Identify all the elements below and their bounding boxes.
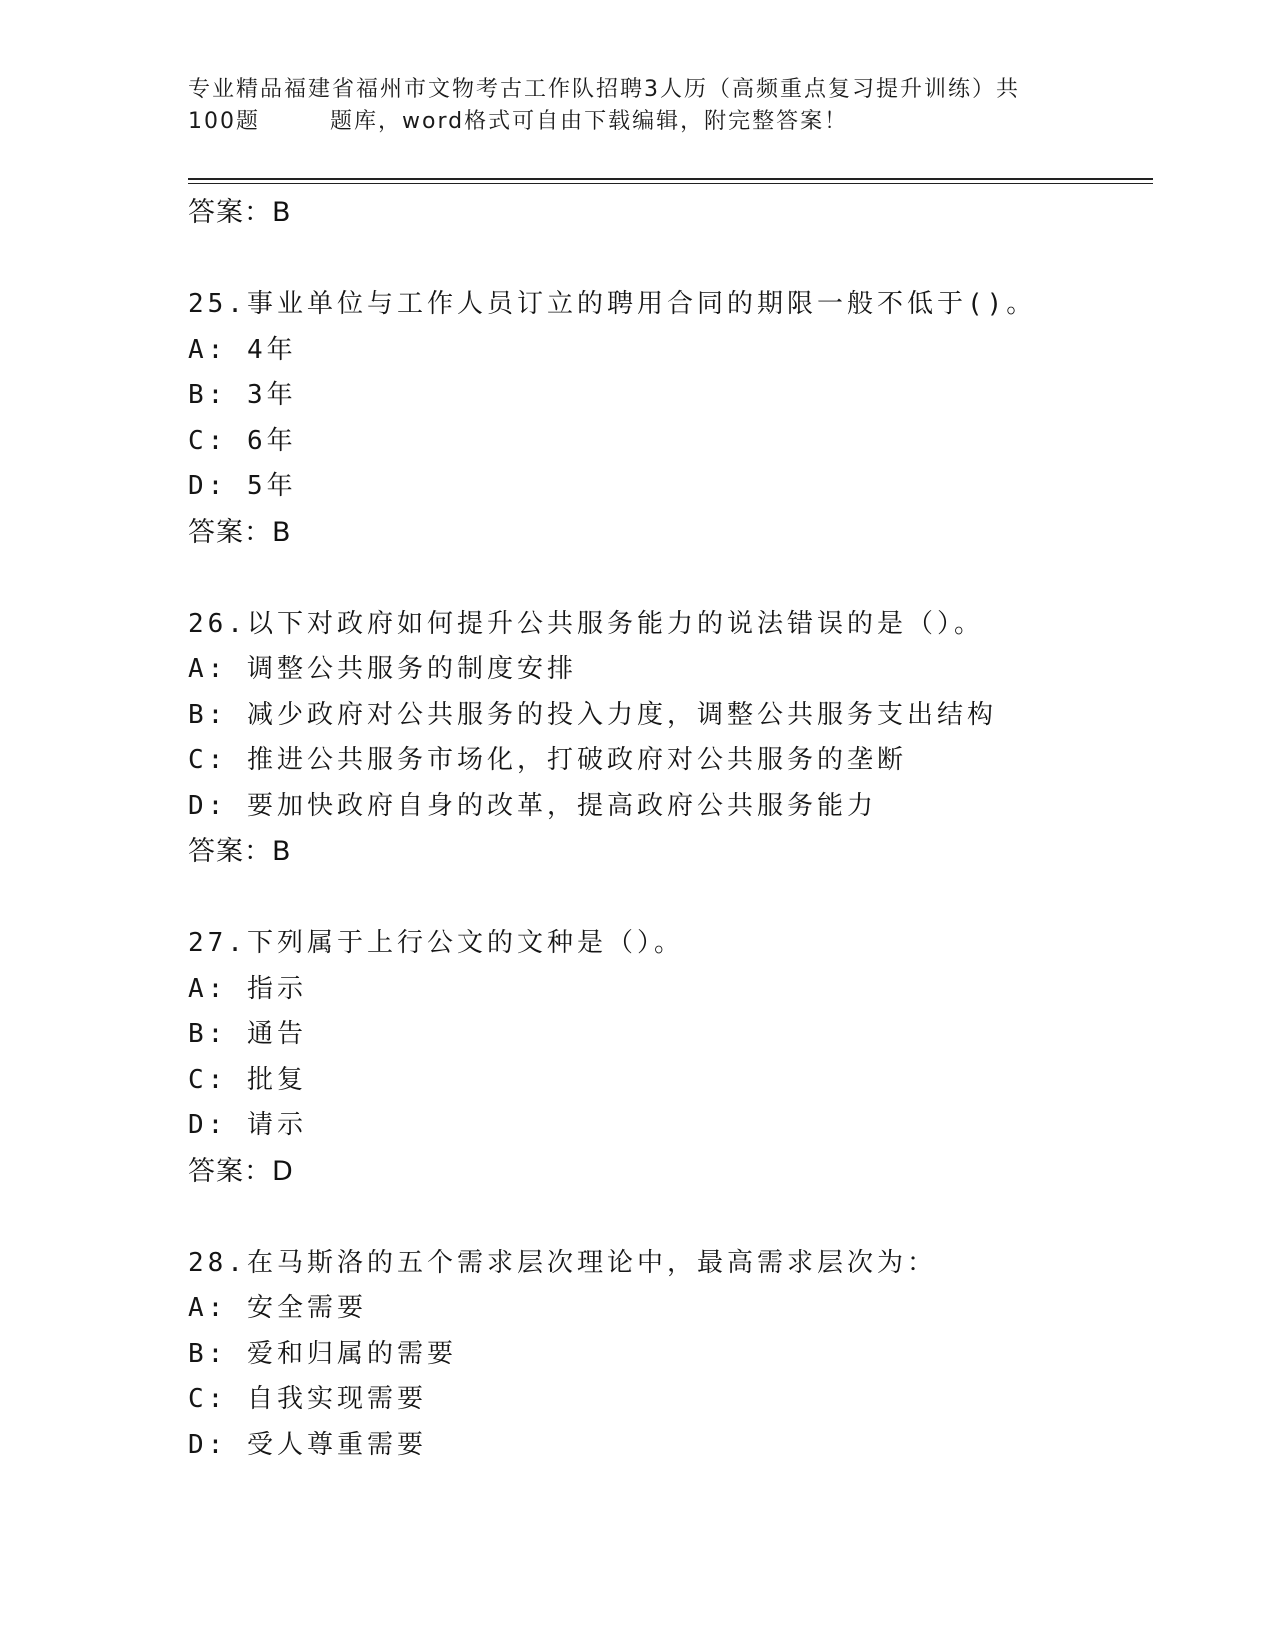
option-d: D: 受人尊重需要 <box>188 1429 427 1460</box>
option-c: C: 6年 <box>188 425 297 456</box>
question-stem: 27.下列属于上行公文的文种是（）。 <box>188 928 684 958</box>
option-a: A: 指示 <box>188 973 307 1004</box>
option-d: D: 要加快政府自身的改革，提高政府公共服务能力 <box>188 790 877 821</box>
question-26 <box>188 602 1148 876</box>
option-c: C: 自我实现需要 <box>188 1384 427 1414</box>
option-b: B: 减少政府对公共服务的投入力度，调整公共服务支出结构 <box>188 699 997 730</box>
header-title-line-2 <box>188 106 1088 138</box>
answer-line: 答案：B <box>188 197 292 228</box>
question-stem: 26.以下对政府如何提升公共服务能力的说法错误的是（）。 <box>188 608 984 639</box>
option-a: A: 安全需要 <box>188 1293 367 1323</box>
header-title-line-1: 专业精品福建省福州市文物考古工作队招聘3人历（高频重点复习提升训练）共 <box>188 77 1020 102</box>
option-d: D: 5年 <box>188 471 297 501</box>
question-28 <box>188 1241 1148 1469</box>
option-c: C: 推进公共服务市场化，打破政府对公共服务的垄断 <box>188 745 907 775</box>
option-b: B: 通告 <box>188 1019 307 1049</box>
question-27 <box>188 921 1148 1195</box>
question-stem: 25.事业单位与工作人员订立的聘用合同的期限一般不低于()。 <box>188 289 1037 319</box>
header-question-count: 100题 <box>188 109 260 134</box>
option-c: C: 批复 <box>188 1064 307 1095</box>
question-list <box>188 190 1148 1514</box>
option-b: B: 爱和归属的需要 <box>188 1338 457 1369</box>
option-a: A: 4年 <box>188 334 297 365</box>
answer-line: 答案：B <box>188 516 292 548</box>
document-header <box>188 74 1088 138</box>
question-25 <box>188 282 1148 556</box>
header-divider-thick <box>188 178 1153 180</box>
option-a: A: 调整公共服务的制度安排 <box>188 654 577 684</box>
header-divider-thin <box>188 183 1153 184</box>
question-stem: 28.在马斯洛的五个需求层次理论中，最高需求层次为： <box>188 1247 937 1278</box>
answer-line: 答案：D <box>188 1155 294 1187</box>
option-d: D: 请示 <box>188 1110 307 1140</box>
option-b: B: 3年 <box>188 380 297 410</box>
answer-line: 答案：B <box>188 836 292 867</box>
header-description: 题库，word格式可自由下载编辑，附完整答案！ <box>330 109 849 134</box>
